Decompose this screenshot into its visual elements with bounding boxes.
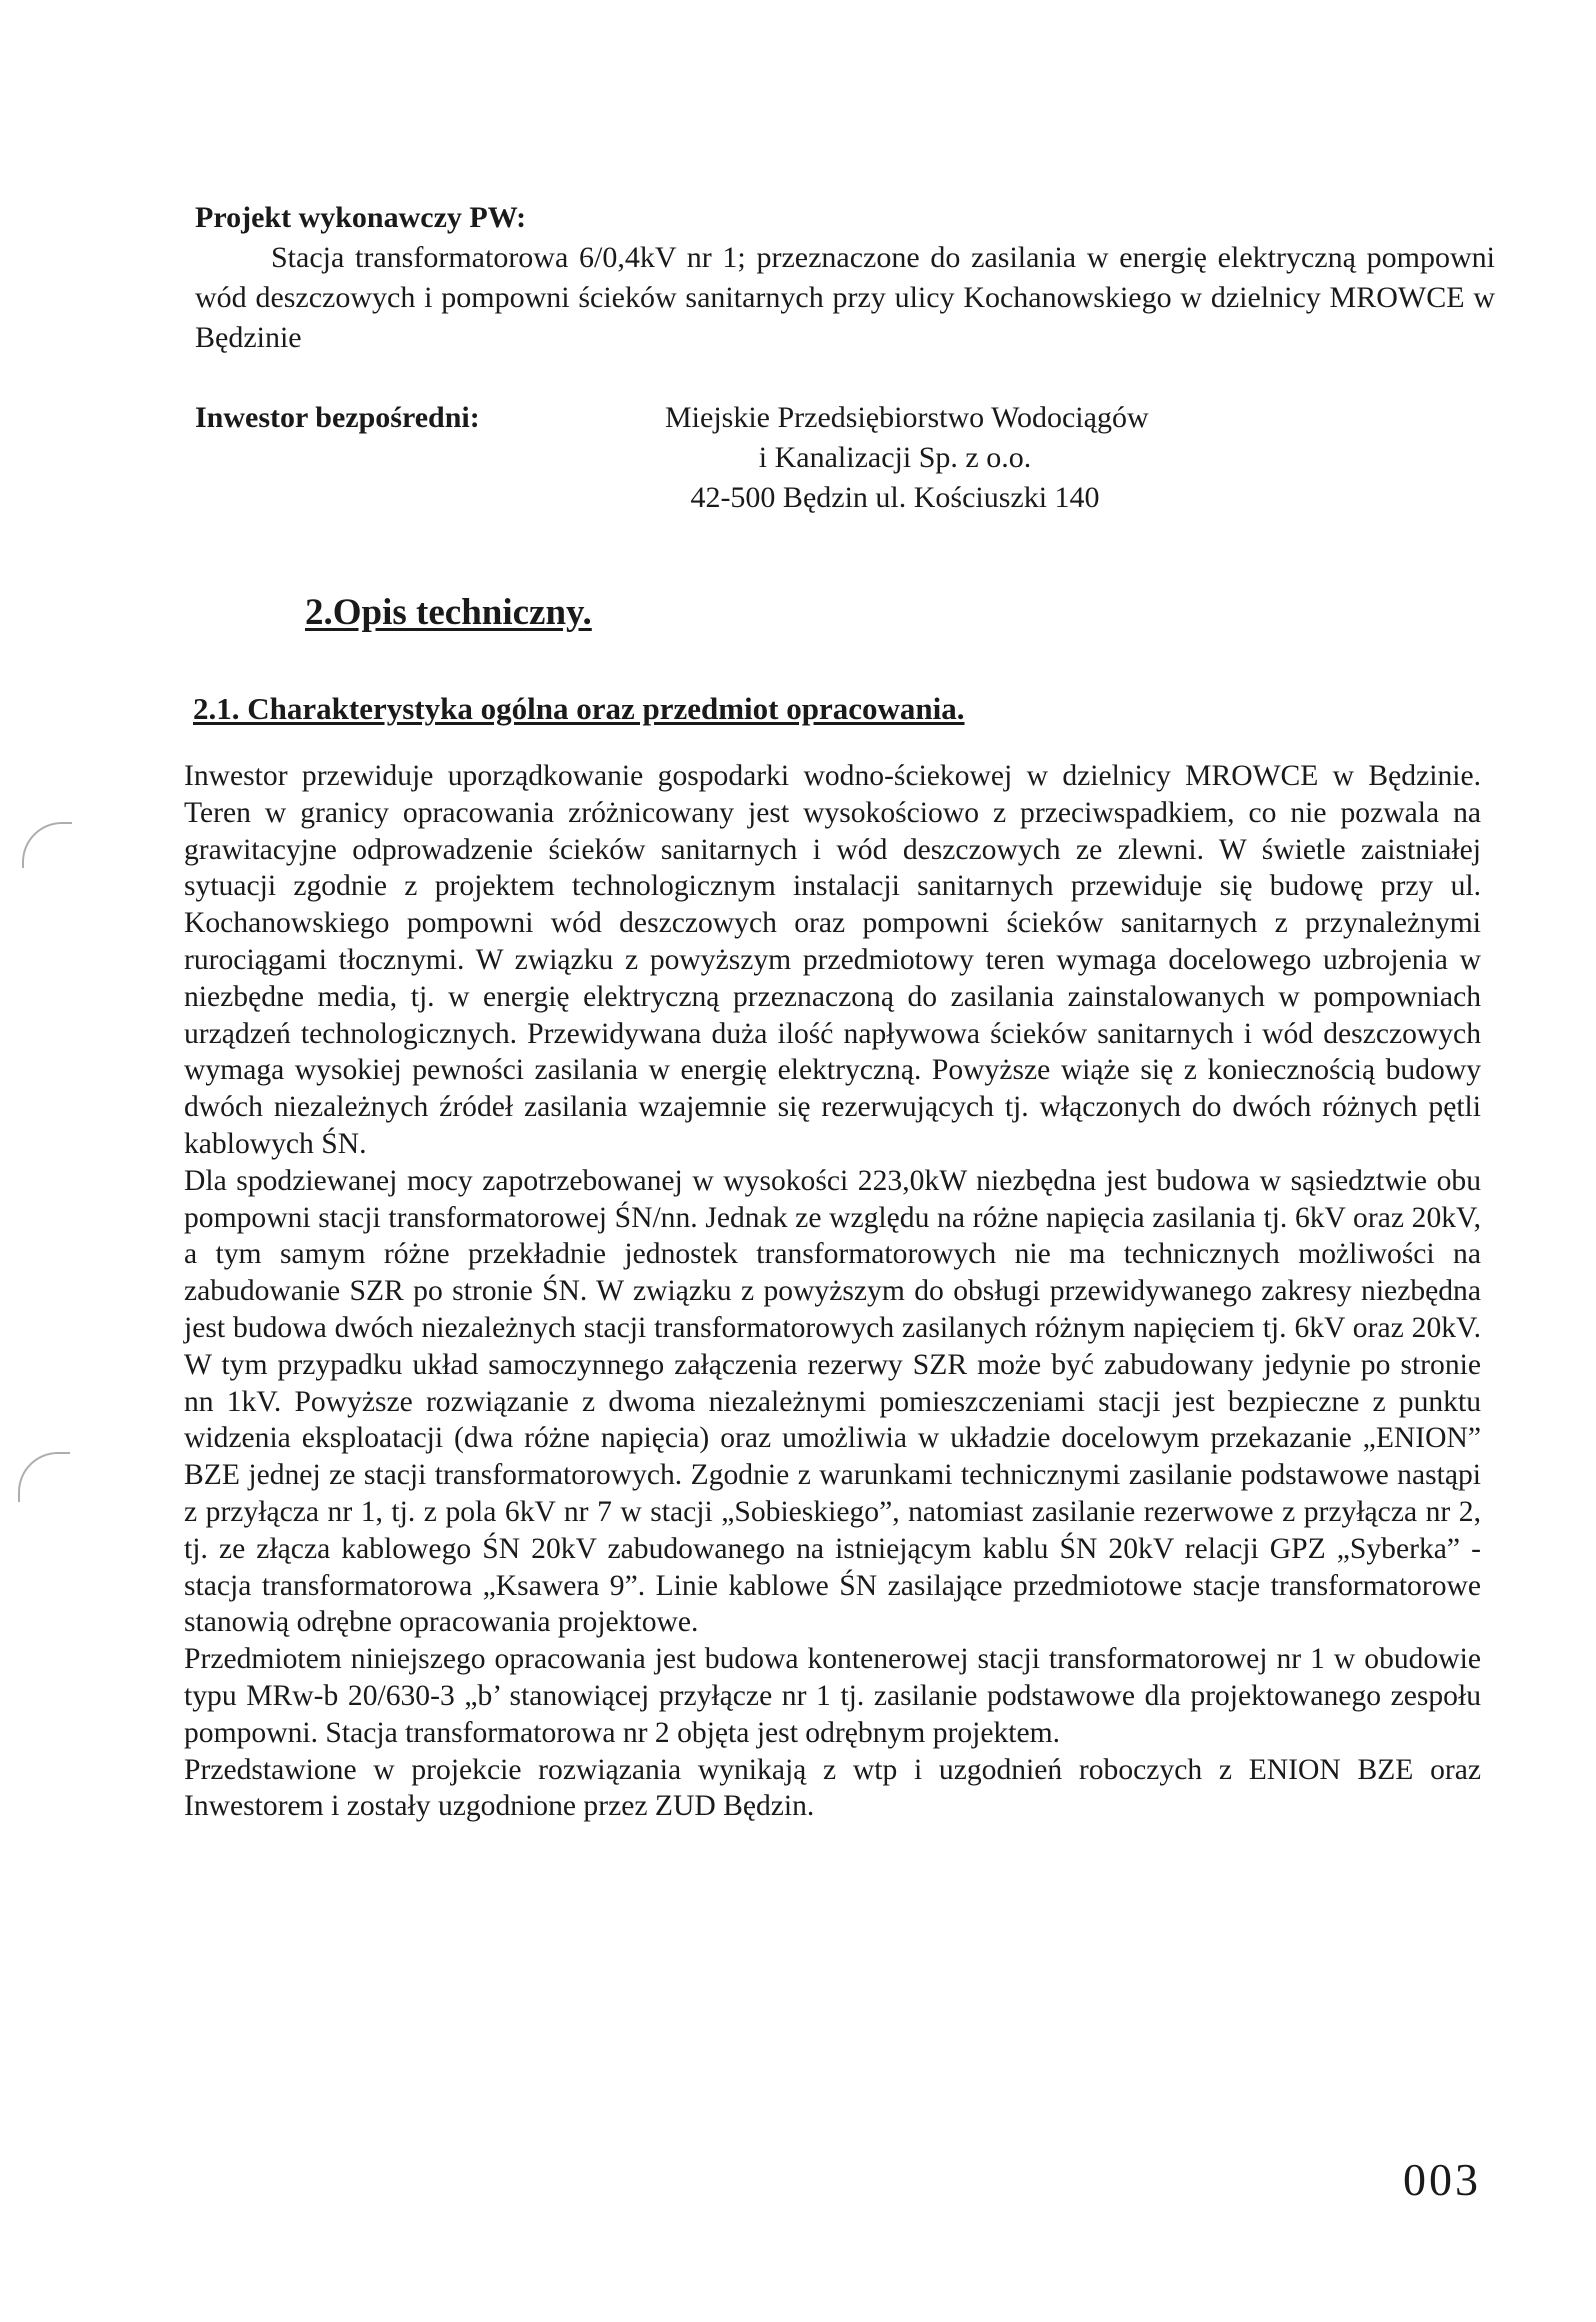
paragraph: Przedmiotem niniejszego opracowania jest budowa kontenerowej stacji transformatorowej nr 1 w obudowie typu MRw-b 20/630-3 „b’ stanowiącej przyłącze nr 1 tj. zasilanie podstawowe dla projektowanego zespołu pompowni. Stacja transformatorowa nr 2 objęta jest odrębnym projektem. — [184, 1643, 1481, 1749]
investor-label: Inwestor bezpośredni: — [195, 401, 480, 434]
scan-artifact-mark — [22, 822, 72, 868]
project-description: Stacja transformatorowa 6/0,4kV nr 1; przeznaczone do zasilania w energię elektryczną pompowni wód deszczowych i pompowni ścieków sanitarnych przy ulicy Kochanowskiego w dzielnicy MROWCE w Będzinie — [195, 241, 1495, 354]
investor-line: i Kanalizacji Sp. z o.o. — [758, 441, 1032, 474]
investor-address — [665, 398, 1149, 518]
investor-line: 42-500 Będzin ul. Kościuszki 140 — [690, 481, 1100, 514]
page-number: 003 — [1403, 2154, 1481, 2205]
subsection-title: 2.1. Charakterystyka ogólna oraz przedmiot opracowania. — [193, 691, 965, 726]
body-text — [184, 758, 1481, 1825]
paragraph: Inwestor przewiduje uporządkowanie gospodarki wodno-ściekowej w dzielnicy MROWCE w Będzinie. Teren w granicy opracowania zróżnicowany jest wysokościowo z przeciwspadkiem, co nie pozwala na grawitacyjne odprowadzenie ścieków sanitarnych i wód deszczowych ze zlewni. W świetle zaistniałej sytuacji zgodnie z projektem technologicznym instalacji sanitarnych przewiduje się budowę przy ul. Kochanowskiego pompowni wód deszczowych oraz pompowni ścieków sanitarnych z przynależnymi rurociągami tłocznymi. W związku z powyższym przedmiotowy teren wymaga docelowego uzbrojenia w niezbędne media, tj. w energię elektryczną przeznaczoną do zasilania zainstalowanych w pompowniach urządzeń technologicznych. Przewidywana duża ilość napływowa ścieków sanitarnych i wód deszczowych wymaga wysokiej pewności zasilania w energię elektryczną. Powyższe wiąże się z koniecznością budowy dwóch niezależnych źródeł zasilania wzajemnie się rezerwujących tj. włączonych do dwóch różnych pętli kablowych ŚN. — [184, 760, 1481, 1160]
project-header — [195, 198, 1495, 358]
project-label: Projekt wykonawczy PW: — [195, 201, 527, 234]
investor-line: Miejskie Przedsiębiorstwo Wodociągów — [665, 401, 1149, 434]
scan-artifact-mark — [18, 1452, 70, 1502]
section-title: 2.Opis techniczny. — [305, 592, 592, 633]
paragraph: Przedstawione w projekcie rozwiązania wynikają z wtp i uzgodnień roboczych z ENION BZE oraz Inwestorem i zostały uzgodnione przez ZUD Będzin. — [184, 1753, 1481, 1823]
investor-block — [195, 398, 1495, 538]
paragraph: Dla spodziewanej mocy zapotrzebowanej w wysokości 223,0kW niezbędna jest budowa w sąsiedztwie obu pompowni stacji transformatorowej ŚN/nn. Jednak ze względu na różne napięcia zasilania tj. 6kV oraz 20kV, a tym samym różne przekładnie jednostek transformatorowych nie ma technicznych możliwości na zabudowanie SZR po stronie ŚN. W związku z powyższym do obsługi przewidywanego zakresy niezbędna jest budowa dwóch niezależnych stacji transformatorowych zasilanych różnym napięciem tj. 6kV oraz 20kV. W tym przypadku układ samoczynnego załączenia rezerwy SZR może być zabudowany jedynie po stronie nn 1kV. Powyższe rozwiązanie z dwoma niezależnymi pomieszczeniami stacji jest bezpieczne z punktu widzenia eksploatacji (dwa różne napięcia) oraz umożliwia w układzie docelowym przekazanie „ENION” BZE jednej ze stacji transformatorowych. Zgodnie z warunkami technicznymi zasilanie podstawowe nastąpi z przyłącza nr 1, tj. z pola 6kV nr 7 w stacji „Sobieskiego”, natomiast zasilanie rezerwowe z przyłącza nr 2, tj. ze złącza kablowego ŚN 20kV zabudowanego na istniejącym kablu ŚN 20kV relacji GPZ „Syberka” - stacja transformatorowa „Ksawera 9”. Linie kablowe ŚN zasilające przedmiotowe stacje transformatorowe stanowią odrębne opracowania projektowe. — [184, 1164, 1481, 1639]
